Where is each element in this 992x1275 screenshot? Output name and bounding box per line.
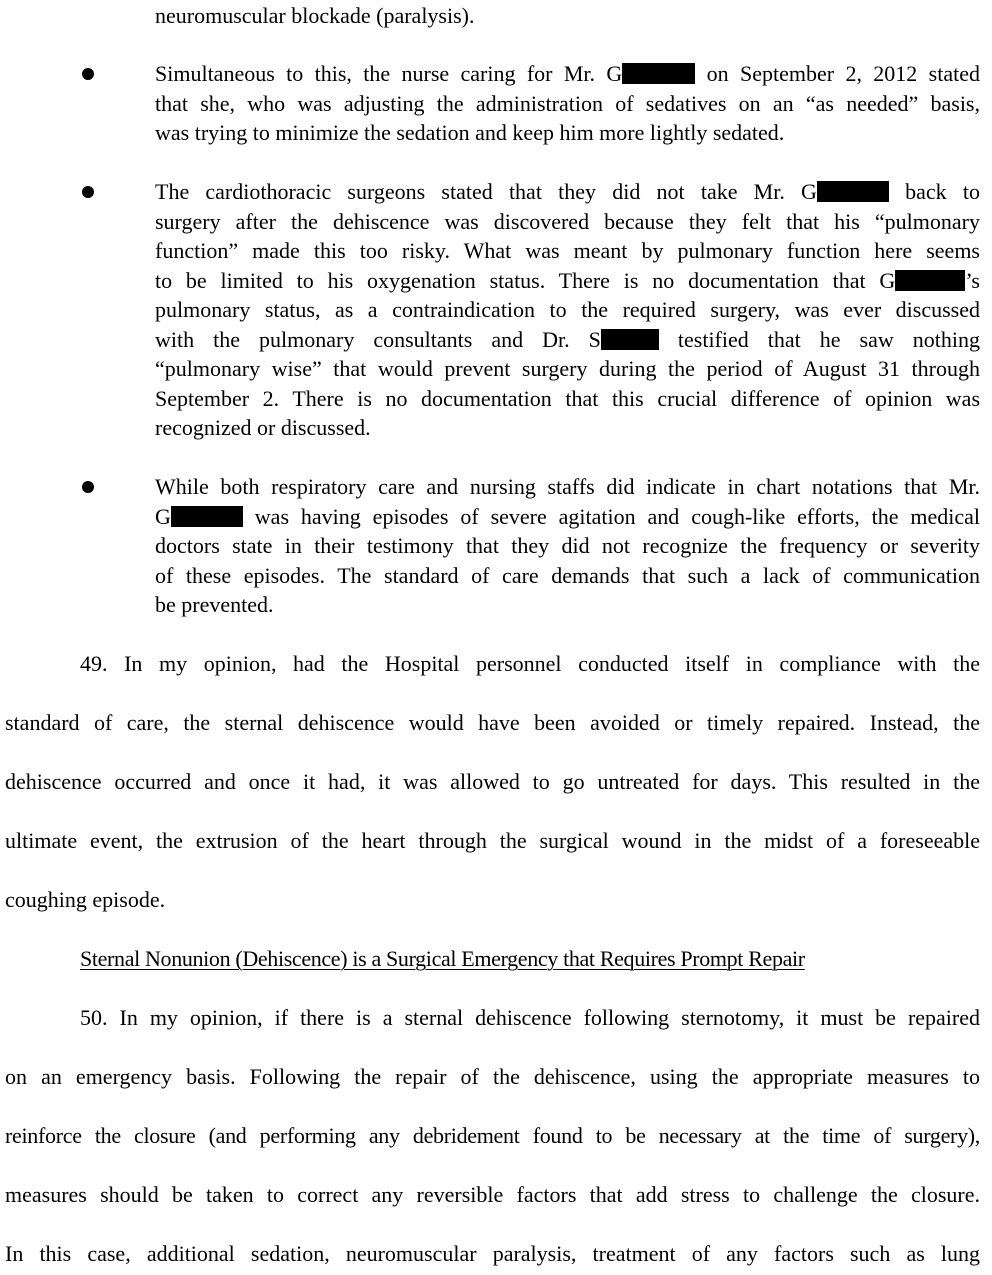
- text-line: of these episodes. The standard of care demands that such a lack of communication: [155, 563, 980, 588]
- text-line: 50. In my opinion, if there is a sternal dehiscence following sternotomy, it must be repaired: [80, 1005, 980, 1030]
- text-line: G was having episodes of severe agitation and cough-like efforts, the medical: [155, 504, 980, 529]
- bullet-icon: [82, 68, 94, 80]
- text-line: pulmonary status, as a contraindication to the required surgery, was ever discussed: [155, 297, 980, 322]
- text-line: measures should be taken to correct any reversible factors that add stress to challenge the closure.: [5, 1182, 980, 1207]
- text-line: Simultaneous to this, the nurse caring for Mr. G on September 2, 2012 stated: [155, 61, 980, 86]
- section-heading: Sternal Nonunion (Dehiscence) is a Surgical Emergency that Requires Prompt Repair: [80, 946, 805, 971]
- text-line: was trying to minimize the sedation and keep him more lightly sedated.: [155, 120, 785, 145]
- redaction-block: [817, 181, 889, 202]
- text-line: In this case, additional sedation, neuromuscular paralysis, treatment of any factors such as lung: [5, 1241, 980, 1266]
- text-line: dehiscence occurred and once it had, it was allowed to go untreated for days. This resulted in the: [5, 769, 980, 794]
- text-line: with the pulmonary consultants and Dr. S testified that he saw nothing: [155, 327, 980, 352]
- text-line: coughing episode.: [5, 887, 166, 912]
- text-line: 49. In my opinion, had the Hospital personnel conducted itself in compliance with the: [80, 651, 980, 676]
- text-line: to be limited to his oxygenation status. There is no documentation that G ’s: [155, 268, 980, 293]
- text-line: While both respiratory care and nursing staffs did indicate in chart notations that Mr.: [155, 474, 980, 499]
- text-line: The cardiothoracic surgeons stated that they did not take Mr. G back to: [155, 179, 980, 204]
- text-line: reinforce the closure (and performing any debridement found to be necessary at the time of surgery),: [5, 1123, 980, 1148]
- text-line: ultimate event, the extrusion of the heart through the surgical wound in the midst of a foreseeable: [5, 828, 980, 853]
- bullet-icon: [82, 186, 94, 198]
- text-line: standard of care, the sternal dehiscence would have been avoided or timely repaired. Instead, the: [5, 710, 980, 735]
- text-line: surgery after the dehiscence was discovered because they felt that his “pulmonary: [155, 209, 980, 234]
- redaction-block: [895, 270, 965, 291]
- text-line: recognized or discussed.: [155, 415, 371, 440]
- text-line: doctors state in their testimony that they did not recognize the frequency or severity: [155, 533, 980, 558]
- text-line: “pulmonary wise” that would prevent surgery during the period of August 31 through: [155, 356, 980, 381]
- text-line: September 2. There is no documentation that this crucial difference of opinion was: [155, 386, 980, 411]
- redaction-block: [171, 506, 243, 527]
- text-line: be prevented.: [155, 592, 274, 617]
- text-line: that she, who was adjusting the administration of sedatives on an “as needed” basis,: [155, 91, 980, 116]
- text-line: neuromuscular blockade (paralysis).: [155, 3, 475, 28]
- redaction-block: [601, 329, 659, 350]
- text-line: function” made this too risky. What was meant by pulmonary function here seems: [155, 238, 980, 263]
- text-line: on an emergency basis. Following the repair of the dehiscence, using the appropriate measures to: [5, 1064, 980, 1089]
- bullet-icon: [82, 481, 94, 493]
- redaction-block: [622, 63, 695, 84]
